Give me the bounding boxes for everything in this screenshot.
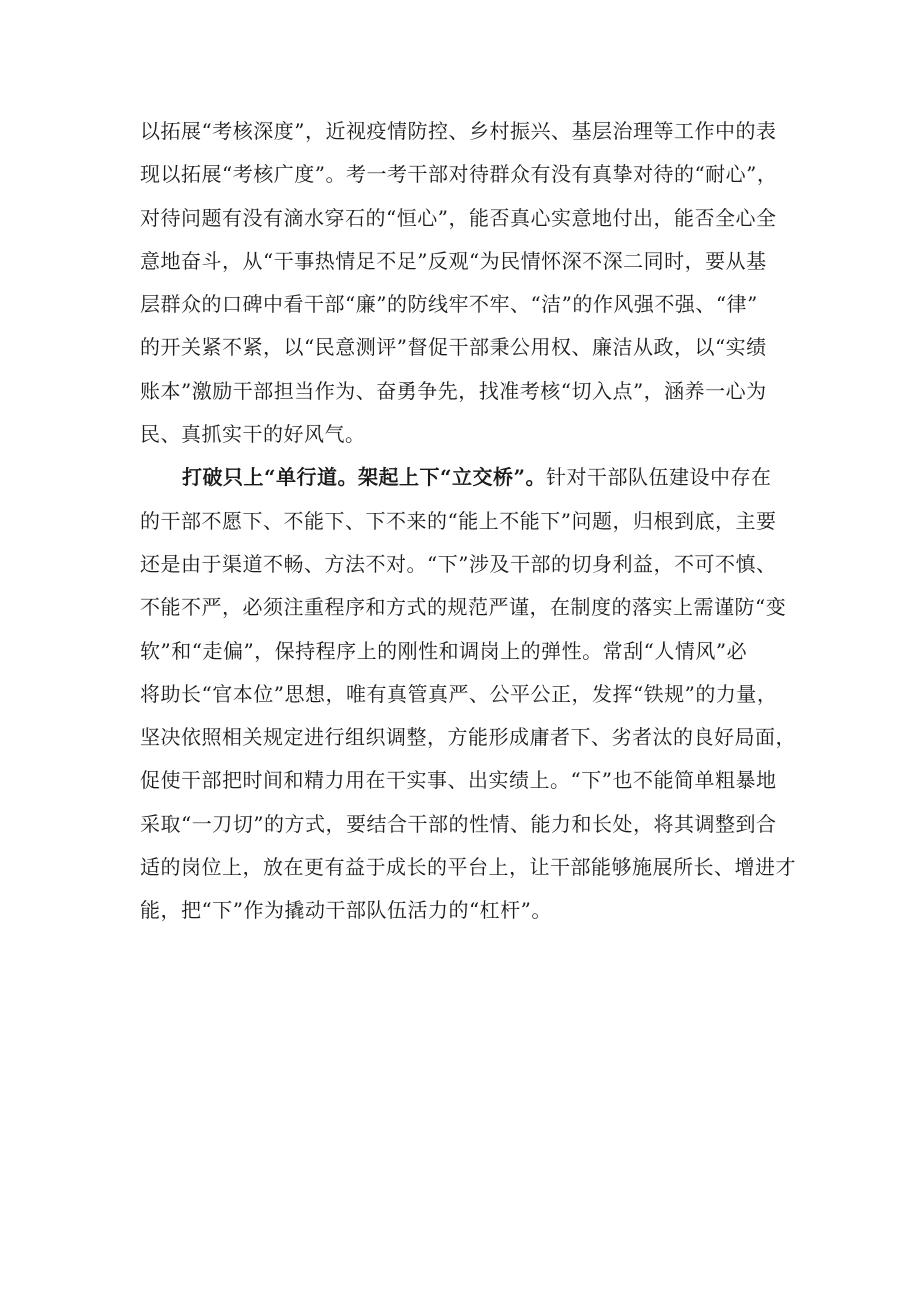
paragraph-line: 采取“一刀切”的方式，要结合干部的性情、能力和长处，将其调整到合: [140, 811, 777, 836]
paragraph-line: 对待问题有没有滴水穿石的“恒心”，能否真心实意地付出，能否全心全: [140, 205, 777, 230]
paragraph-first-line: [140, 456, 792, 499]
paragraph-line: 促使干部把时间和精力用在干实事、出实绩上。“下”也不能简单粗暴地: [140, 768, 777, 793]
paragraph-heading: 打破只上“单行道。架起上下“立交桥”。: [182, 465, 547, 490]
paragraph-line: 民、真抓实干的好风气。: [140, 422, 366, 447]
document-body: [140, 110, 796, 933]
paragraph-line: 的干部不愿下、不能下、下不来的“能上不能下”问题，归根到底，主要: [140, 508, 777, 533]
paragraph-line: 将助长“官本位”思想，唯有真管真严、公平公正，发挥“铁规”的力量，: [140, 681, 778, 706]
paragraph-line: 坚决依照相关规定进行组织调整，方能形成庸者下、劣者汰的良好局面，: [140, 725, 796, 750]
paragraph-line: 层群众的口碑中看干部“廉”的防线牢不牢、“洁”的作风强不强、“律”: [140, 292, 758, 317]
paragraph-line: 的开关紧不紧，以“民意测评”督促干部秉公用权、廉洁从政，以“实绩: [140, 335, 767, 360]
paragraph-line: 以拓展“考核深度”，近视疫情防控、乡村振兴、基层治理等工作中的表: [140, 119, 777, 143]
paragraph-line: 不能不严，必须注重程序和方式的规范严谨，在制度的落实上需谨防“变: [140, 595, 787, 620]
paragraph-2: [140, 456, 796, 932]
paragraph-line: 能，把“下”作为撬动干部队伍活力的“杠杆”。: [140, 898, 552, 923]
paragraph-1: [140, 110, 792, 456]
paragraph-line: 还是由于渠道不畅、方法不对。“下”涉及干部的切身利益，不可不慎、: [140, 551, 777, 576]
paragraph-line: 账本”激励干部担当作为、奋勇争先，找准考核“切入点”，涵养一心为: [140, 378, 767, 403]
paragraph-line: 适的岗位上，放在更有益于成长的平台上，让干部能够施展所长、增进才: [140, 855, 796, 880]
paragraph-line: 意地奋斗，从“干事热情足不足”反观“为民情怀深不深二同时，要从基: [140, 248, 767, 273]
paragraph-line: 软”和“走偏”，保持程序上的刚性和调岗上的弹性。常刮“人情风”必: [140, 638, 748, 663]
paragraph-line-rest: 针对干部队伍建设中存在: [546, 465, 772, 490]
paragraph-line: 现以拓展“考核广度”。考一考干部对待群众有没有真挚对待的“耐心”，: [140, 162, 778, 187]
